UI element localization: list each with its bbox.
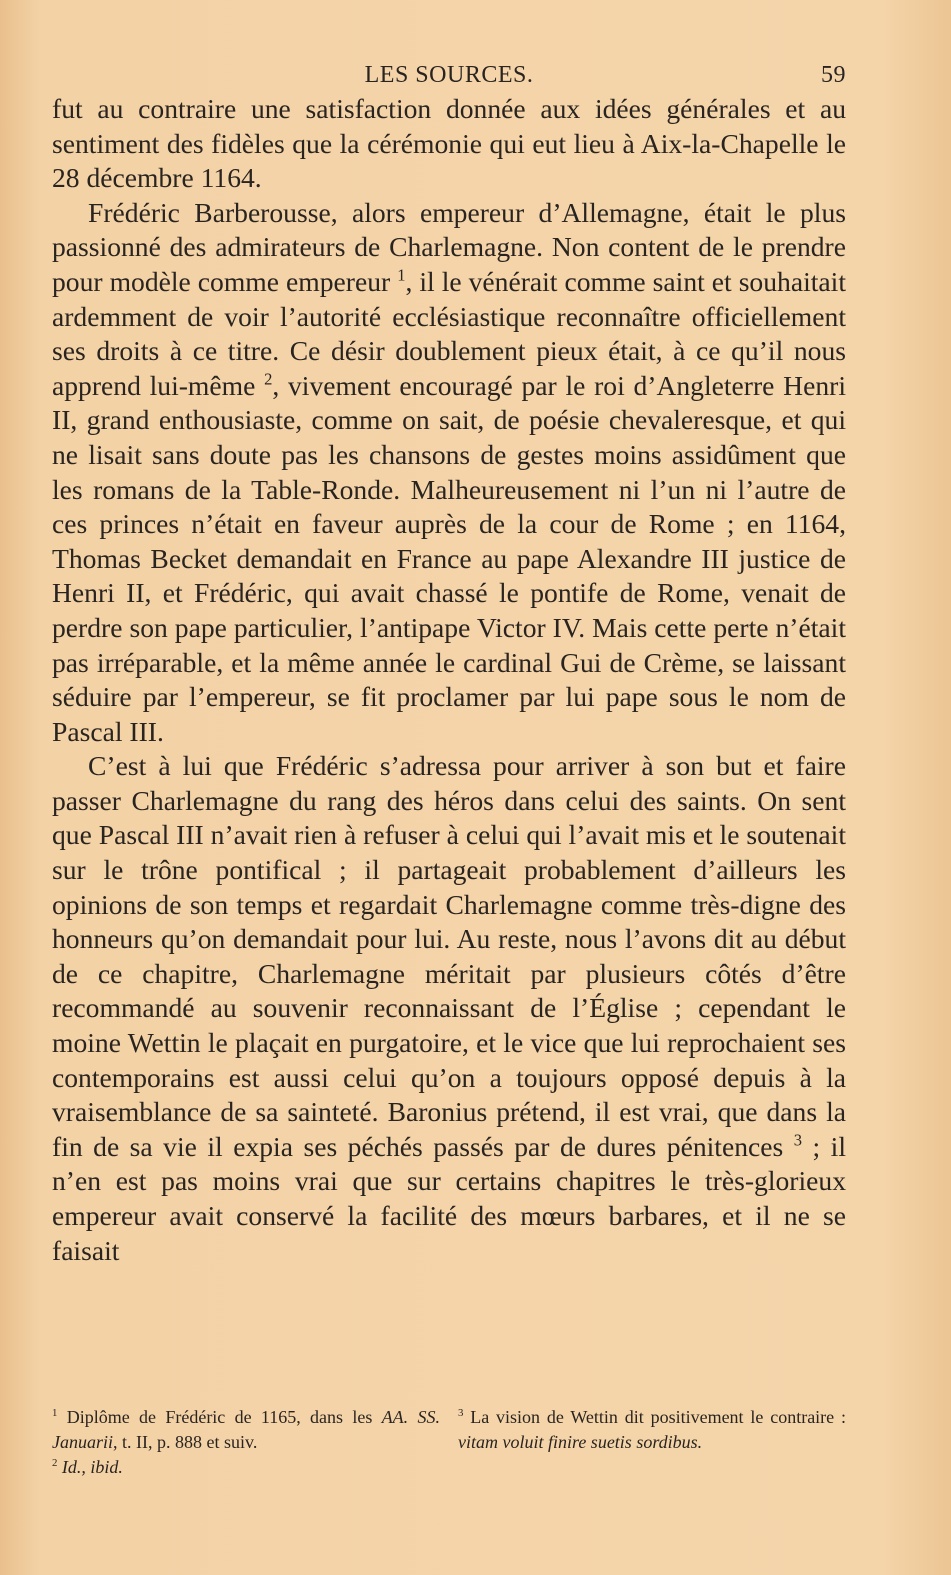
running-header [52, 58, 846, 92]
text-run: C’est à lui que Frédéric s’adressa pour arriver à son but et faire passer Charlemagne du rang des héros dans celui des saints. On sent que Pascal III n’avait rien à refuser à celui qui l’avait mis et le soutenait sur le trône pontifical ; il partageait probablement d’ailleurs les opinions de son temps et regardait Charlemagne comme très-digne des honneurs qu’on demandait pour lui. Au reste, nous l’avons dit au début de ce chapitre, Charlemagne méritait par plusieurs côtés d’être recommandé au souvenir reconnaissant de l’Église ; cependant le moine Wettin le plaçait en purgatoire, et le vice que lui reprochaient ses contemporains est aussi celui qu’on a toujours opposé depuis à la vraisemblance de sa sainteté. Baronius prétend, il est vrai, que dans la fin de sa vie il expia ses péchés passés par de dures pénitences [52, 750, 846, 1162]
italic-text: Id., ibid. [61, 1457, 123, 1477]
footnotes-right-column [458, 1405, 846, 1480]
text-run: fut au contraire une satisfaction donnée aux idées générales et au sentiment des fidèles que la cérémonie qui eut lieu à Aix-la-Chapelle le 28 décembre 1164. [52, 93, 846, 194]
text-run: Diplôme de Frédéric de 1165, dans les [57, 1407, 382, 1427]
footnote-marker: 2 [264, 369, 273, 388]
text-run: ; il n’en est pas moins vrai que sur certains chapitres le très-glorieux empereur avait conservé la facilité des mœurs barbares, et il ne se faisait [52, 1130, 847, 1266]
footnote-marker: 1 [52, 1406, 58, 1419]
footnote [52, 1405, 440, 1455]
text-run: , t. II, p. 888 et suiv. [113, 1432, 258, 1452]
page [52, 58, 846, 1268]
text-run: Frédéric Barberousse, alors empereur d’Allemagne, était le plus passionné des admirateurs de Charlemagne. Non content de le prendre pour modèle comme empereur [52, 196, 846, 297]
body-text [52, 92, 846, 1268]
paragraph [52, 749, 846, 1268]
text-run: , vivement encouragé par le roi d’Angleterre Henri II, grand enthousiaste, comme on sait, de poésie chevaleresque, et qui ne lisait sans doute pas les chansons de gestes moins assidûment que les romans de la Table-Ronde. Malheureusement ni l’un ni l’autre de ces princes n’était en faveur auprès de la cour de Rome ; en 1164, Thomas Becket demandait en France au pape Alexandre III justice de Henri II, et Frédéric, qui avait chassé le pontife de Rome, venait de perdre son pape particulier, l’antipape Victor IV. Mais cette perte n’était pas irréparable, et la même année le cardinal Gui de Crème, se laissant séduire par l’empereur, se fit proclamer par lui pape sous le nom de Pascal III. [52, 369, 846, 747]
footnotes [52, 1405, 846, 1480]
footnote-marker: 2 [52, 1456, 58, 1469]
footnote [52, 1455, 440, 1480]
footnote-marker: 1 [397, 265, 406, 285]
paragraph [52, 196, 846, 750]
italic-text: AA. SS. Januarii [52, 1407, 440, 1452]
running-title: LES SOURCES. [364, 62, 534, 88]
italic-text: vitam voluit finire suetis sordibus. [458, 1432, 703, 1452]
text-run: , il le vénérait comme saint et souhaitait ardemment de voir l’autorité ecclésiastique reconnaître officiellement ses droits à ce titre. Ce désir doublement pieux était, à ce qu’il nous apprend lui-même [52, 265, 846, 401]
footnote [458, 1405, 846, 1455]
paragraph [52, 92, 846, 196]
footnote-marker: 3 [793, 1130, 803, 1150]
footnote-marker: 3 [458, 1406, 464, 1419]
footnotes-left-column [52, 1405, 440, 1480]
page-number: 59 [821, 62, 846, 88]
text-run: La vision de Wettin dit positivement le contraire : [463, 1407, 846, 1427]
